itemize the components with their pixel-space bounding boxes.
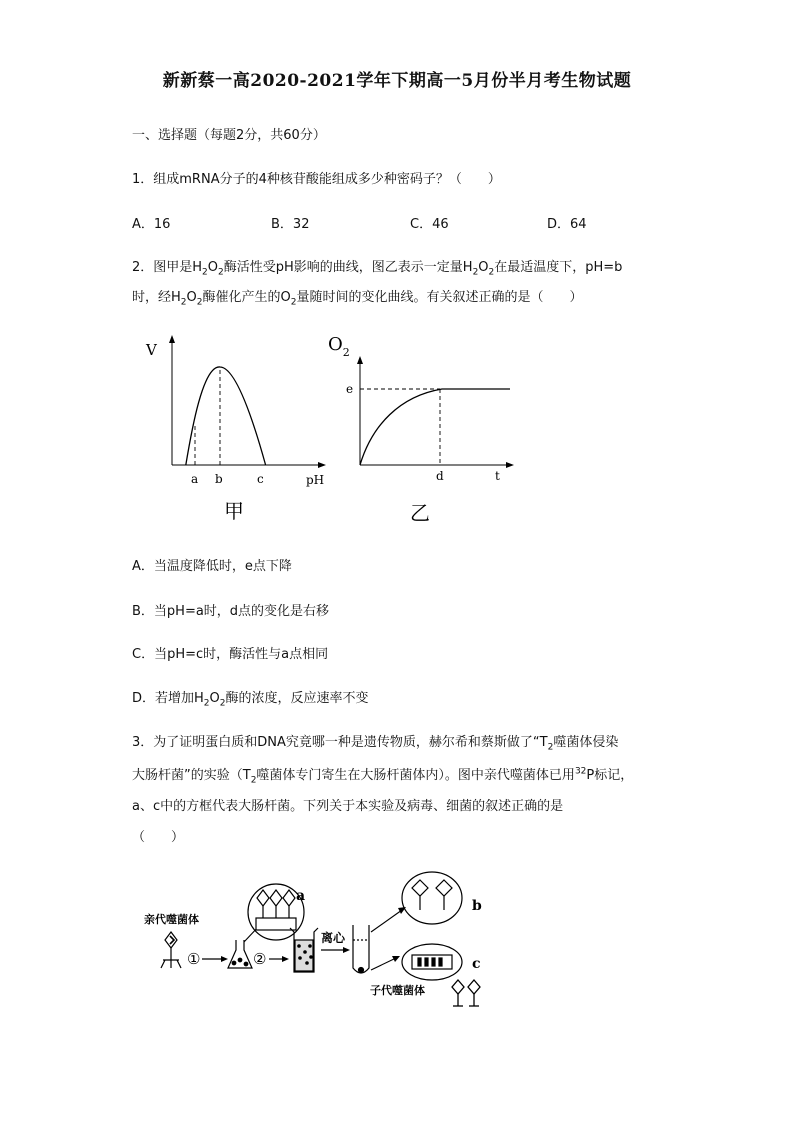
yi-x-arrow xyxy=(506,462,514,468)
jia-tick-b: b xyxy=(215,472,223,486)
q3-stem-line1: 3．为了证明蛋白质和DNA究竟哪一种是遗传物质，赫尔希和蔡斯做了“$T_2$噬菌体侵染 xyxy=(132,735,619,753)
page-title: 新新蔡一高2020-2021学年下期高一5月份半月考生物试题 xyxy=(162,71,632,91)
q1-stem: 1．组成mRNA分子的4种核苷酸能组成多少种密码子？（ ） xyxy=(132,172,501,187)
jia-curve xyxy=(186,367,266,465)
parent-phage-label: 亲代噬菌体 xyxy=(144,913,199,926)
q2-stem-line2: 时，经$H_2O_2$酶催化产生的$O_2$量随时间的变化曲线。有关叙述正确的是（ ） xyxy=(132,290,583,308)
figure-yi xyxy=(320,330,520,525)
arrow-to-b xyxy=(371,910,402,932)
yi-y-arrow xyxy=(357,356,363,364)
q1-option-a: A．16 xyxy=(132,217,171,232)
q1-option-d: D．64 xyxy=(547,217,587,232)
flask xyxy=(228,940,252,968)
jia-y-arrow xyxy=(169,335,175,343)
yi-y-label: $O_2$ xyxy=(328,334,350,359)
offspring-label: 子代噬菌体 xyxy=(370,984,425,997)
jia-y-label: V xyxy=(146,341,157,359)
yi-tick-e: e xyxy=(346,382,354,396)
parent-phage xyxy=(161,932,181,968)
centrifuge-label: 离心 xyxy=(321,931,346,945)
q3-stem-line3: a、c中的方框代表大肠杆菌。下列关于本实验及病毒、细菌的叙述正确的是 xyxy=(132,799,564,814)
label-b: b xyxy=(472,898,482,914)
label-a: a xyxy=(296,888,306,904)
q2-option-b: B．当pH=a时，d点的变化是右移 xyxy=(132,604,330,619)
jia-tick-a: a xyxy=(191,472,199,486)
q2-option-d: D．若增加$H_2O_2$酶的浓度，反应速率不变 xyxy=(132,691,369,709)
q2-option-a: A．当温度降低时，e点下降 xyxy=(132,559,292,574)
circle-c xyxy=(402,944,462,980)
beaker xyxy=(290,928,318,972)
q2-option-c: C．当pH=c时，酶活性与a点相同 xyxy=(132,647,329,662)
jia-caption: 甲 xyxy=(224,499,244,523)
yi-x-label: t xyxy=(495,469,500,483)
jia-x-label: pH xyxy=(306,473,325,487)
circle-b xyxy=(402,872,462,924)
q3-stem-line2: 大肠杆菌”的实验（$T_2$噬菌体专门寄生在大肠杆菌体内）。图中亲代噬菌体已用$^{32}$P标记， xyxy=(132,766,634,786)
test-tube xyxy=(353,925,369,973)
arrow-to-c xyxy=(371,958,396,970)
q1-option-c: C．46 xyxy=(410,217,449,232)
q2-stem-line1: 2．图甲是$H_2O_2$酶活性受pH影响的曲线，图乙表示一定量$H_2O_2$在最适温度下，pH=b xyxy=(132,260,623,278)
yi-curve xyxy=(360,389,510,465)
yi-tick-d: d xyxy=(436,469,444,483)
label-c: c xyxy=(472,956,481,972)
step2-label: ② xyxy=(253,950,267,968)
jia-tick-c: c xyxy=(257,472,264,486)
offspring-phages xyxy=(452,980,480,1006)
yi-caption: 乙 xyxy=(410,501,430,525)
q3-stem-line4: （ ） xyxy=(132,830,185,845)
step1-label: ① xyxy=(187,950,201,968)
q1-option-b: B．32 xyxy=(271,217,310,232)
section-heading: 一、选择题（每题2分，共60分） xyxy=(132,128,326,143)
figure-jia xyxy=(140,330,340,525)
figure-phage-experiment xyxy=(130,860,510,1020)
